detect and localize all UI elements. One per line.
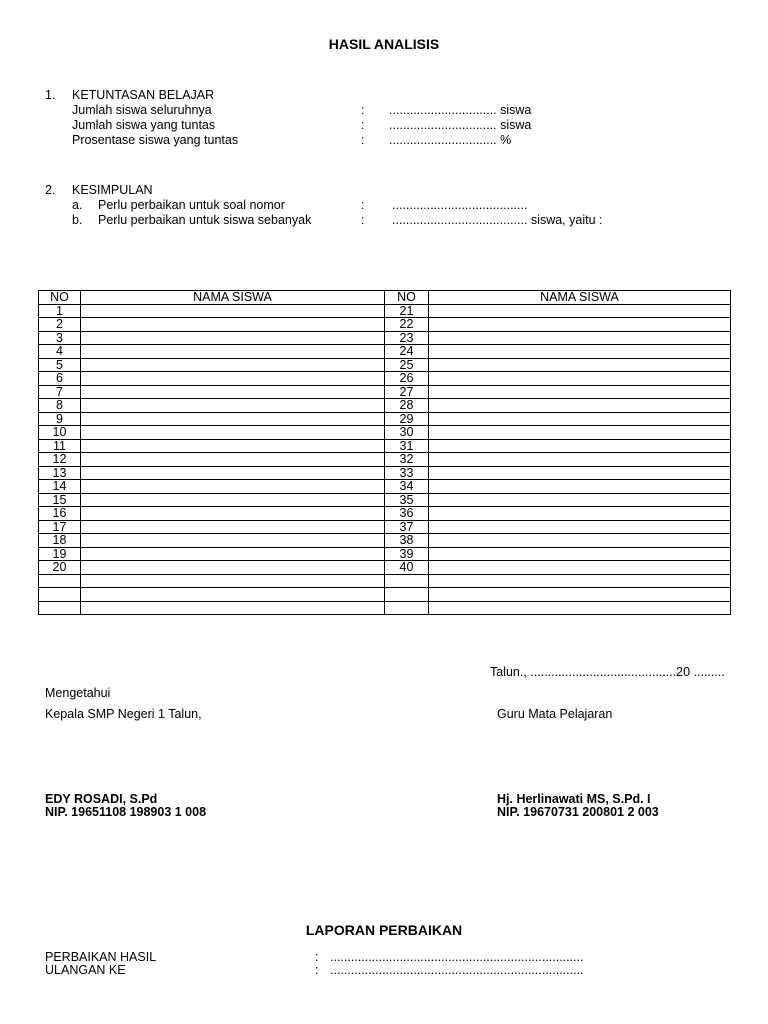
row-no-right: 39 <box>385 547 429 561</box>
row-no-right: 28 <box>385 399 429 413</box>
row-no-right: 32 <box>385 453 429 467</box>
row-no-left: 9 <box>39 412 81 426</box>
student-table <box>38 290 731 615</box>
row-nama-right <box>429 399 731 413</box>
row-no-right: 29 <box>385 412 429 426</box>
row-nama-right <box>429 385 731 399</box>
left-position: Kepala SMP Negeri 1 Talun, <box>45 707 202 721</box>
section1-heading: KETUNTASAN BELAJAR <box>72 88 215 102</box>
row-nama-left <box>81 358 385 372</box>
row-no-right: 23 <box>385 331 429 345</box>
row-no-right: 22 <box>385 318 429 332</box>
row-no-right <box>385 601 429 615</box>
row-nama-left <box>81 574 385 588</box>
laporan-title: LAPORAN PERBAIKAN <box>305 922 463 938</box>
table-row <box>39 493 731 507</box>
row-no-right: 40 <box>385 561 429 575</box>
row-nama-left <box>81 480 385 494</box>
row-no-right: 27 <box>385 385 429 399</box>
row-nama-left <box>81 561 385 575</box>
row-nama-left <box>81 304 385 318</box>
row-nama-right <box>429 588 731 602</box>
s1-row2-value: ............................... siswa <box>389 118 532 132</box>
laporan-row2-label: ULANGAN KE <box>45 963 126 977</box>
row-nama-right <box>429 358 731 372</box>
row-no-right <box>385 588 429 602</box>
header-no-right: NO <box>385 291 429 305</box>
row-nama-right <box>429 412 731 426</box>
row-no-left: 1 <box>39 304 81 318</box>
table-row <box>39 453 731 467</box>
row-nama-left <box>81 588 385 602</box>
s1-row1-colon: : <box>361 103 365 117</box>
row-nama-left <box>81 534 385 548</box>
row-nama-left <box>81 412 385 426</box>
table-row <box>39 399 731 413</box>
section1-number: 1. <box>45 88 56 102</box>
row-no-left: 7 <box>39 385 81 399</box>
header-nama-left: NAMA SISWA <box>81 291 385 305</box>
s1-row1-value: ............................... siswa <box>389 103 532 117</box>
s1-row3-colon: : <box>361 133 365 147</box>
table-row <box>39 345 731 359</box>
row-no-left: 6 <box>39 372 81 386</box>
table-row <box>39 520 731 534</box>
header-nama-right: NAMA SISWA <box>429 291 731 305</box>
row-nama-right <box>429 520 731 534</box>
s2-row1-colon: : <box>361 198 365 212</box>
row-no-left: 14 <box>39 480 81 494</box>
left-signer-name: EDY ROSADI, S.Pd <box>45 792 158 806</box>
row-nama-left <box>81 547 385 561</box>
row-no-left <box>39 574 81 588</box>
row-no-right: 34 <box>385 480 429 494</box>
laporan-row1-value: ......................................................................... <box>330 950 584 964</box>
section2-number: 2. <box>45 183 56 197</box>
laporan-row1-label: PERBAIKAN HASIL <box>45 950 157 964</box>
table-row <box>39 318 731 332</box>
row-no-left: 20 <box>39 561 81 575</box>
row-nama-right <box>429 493 731 507</box>
right-signer-name: Hj. Herlinawati MS, S.Pd. I <box>497 792 651 806</box>
row-no-right: 35 <box>385 493 429 507</box>
s2-row2-value: ....................................... siswa, yaitu : <box>392 213 603 227</box>
row-no-left: 18 <box>39 534 81 548</box>
laporan-row2-colon: : <box>315 963 319 977</box>
table-row <box>39 331 731 345</box>
row-no-left: 15 <box>39 493 81 507</box>
row-no-left: 5 <box>39 358 81 372</box>
row-nama-right <box>429 345 731 359</box>
row-nama-right <box>429 453 731 467</box>
table-row <box>39 507 731 521</box>
row-nama-right <box>429 534 731 548</box>
row-nama-left <box>81 345 385 359</box>
laporan-row2-value: ......................................................................... <box>330 963 584 977</box>
row-no-right: 38 <box>385 534 429 548</box>
row-nama-left <box>81 493 385 507</box>
row-nama-right <box>429 439 731 453</box>
table-row <box>39 412 731 426</box>
row-no-left: 2 <box>39 318 81 332</box>
row-no-right <box>385 574 429 588</box>
table-row <box>39 534 731 548</box>
date-line: Talun., ..........................................20 ......... <box>490 665 725 679</box>
table-row <box>39 358 731 372</box>
right-position: Guru Mata Pelajaran <box>497 707 613 721</box>
s2-row1-value: ....................................... <box>392 198 528 212</box>
table-row <box>39 588 731 602</box>
row-no-left: 17 <box>39 520 81 534</box>
row-nama-right <box>429 426 731 440</box>
table-row <box>39 561 731 575</box>
row-nama-left <box>81 507 385 521</box>
row-nama-left <box>81 453 385 467</box>
row-nama-left <box>81 385 385 399</box>
s1-row2-colon: : <box>361 118 365 132</box>
row-no-right: 31 <box>385 439 429 453</box>
row-nama-right <box>429 547 731 561</box>
s1-row2-label: Jumlah siswa yang tuntas <box>72 118 216 132</box>
right-signer-nip: NIP. 19670731 200801 2 003 <box>497 805 659 819</box>
row-no-right: 36 <box>385 507 429 521</box>
row-no-left: 19 <box>39 547 81 561</box>
row-nama-right <box>429 601 731 615</box>
s1-row3-label: Prosentase siswa yang tuntas <box>72 133 239 147</box>
table-row <box>39 372 731 386</box>
row-nama-right <box>429 318 731 332</box>
row-no-left: 4 <box>39 345 81 359</box>
laporan-row1-colon: : <box>315 950 319 964</box>
left-signer-nip: NIP. 19651108 198903 1 008 <box>45 805 207 819</box>
row-nama-right <box>429 507 731 521</box>
row-no-left: 12 <box>39 453 81 467</box>
table-row <box>39 547 731 561</box>
row-nama-left <box>81 439 385 453</box>
row-no-left: 11 <box>39 439 81 453</box>
table-row <box>39 385 731 399</box>
table-row <box>39 466 731 480</box>
row-nama-left <box>81 372 385 386</box>
s2-row2-label: Perlu perbaikan untuk siswa sebanyak <box>98 213 312 227</box>
row-no-left: 8 <box>39 399 81 413</box>
row-no-right: 21 <box>385 304 429 318</box>
s2-row1-letter: a. <box>72 198 83 212</box>
row-nama-left <box>81 466 385 480</box>
table-header-row <box>39 291 731 305</box>
s2-row2-letter: b. <box>72 213 83 227</box>
row-no-right: 24 <box>385 345 429 359</box>
s1-row1-label: Jumlah siswa seluruhnya <box>72 103 212 117</box>
row-no-left: 16 <box>39 507 81 521</box>
row-nama-right <box>429 372 731 386</box>
s2-row2-colon: : <box>361 213 365 227</box>
header-no-left: NO <box>39 291 81 305</box>
row-no-right: 33 <box>385 466 429 480</box>
row-no-left: 10 <box>39 426 81 440</box>
row-nama-left <box>81 601 385 615</box>
row-no-right: 25 <box>385 358 429 372</box>
table-row <box>39 439 731 453</box>
table-row <box>39 480 731 494</box>
page-title: HASIL ANALISIS <box>328 36 440 52</box>
row-nama-right <box>429 561 731 575</box>
table-row <box>39 574 731 588</box>
table-row <box>39 426 731 440</box>
row-no-right: 30 <box>385 426 429 440</box>
row-nama-right <box>429 304 731 318</box>
row-no-right: 26 <box>385 372 429 386</box>
row-no-left: 13 <box>39 466 81 480</box>
row-no-left <box>39 601 81 615</box>
row-nama-right <box>429 480 731 494</box>
row-nama-left <box>81 520 385 534</box>
row-nama-right <box>429 574 731 588</box>
row-no-right: 37 <box>385 520 429 534</box>
row-nama-left <box>81 331 385 345</box>
s2-row1-label: Perlu perbaikan untuk soal nomor <box>98 198 285 212</box>
section2-heading: KESIMPULAN <box>72 183 153 197</box>
row-nama-left <box>81 426 385 440</box>
table-row <box>39 601 731 615</box>
row-nama-right <box>429 331 731 345</box>
row-nama-left <box>81 399 385 413</box>
row-nama-left <box>81 318 385 332</box>
row-no-left <box>39 588 81 602</box>
s1-row3-value: ............................... % <box>389 133 512 147</box>
row-no-left: 3 <box>39 331 81 345</box>
table-row <box>39 304 731 318</box>
row-nama-right <box>429 466 731 480</box>
mengetahui-label: Mengetahui <box>45 686 111 700</box>
